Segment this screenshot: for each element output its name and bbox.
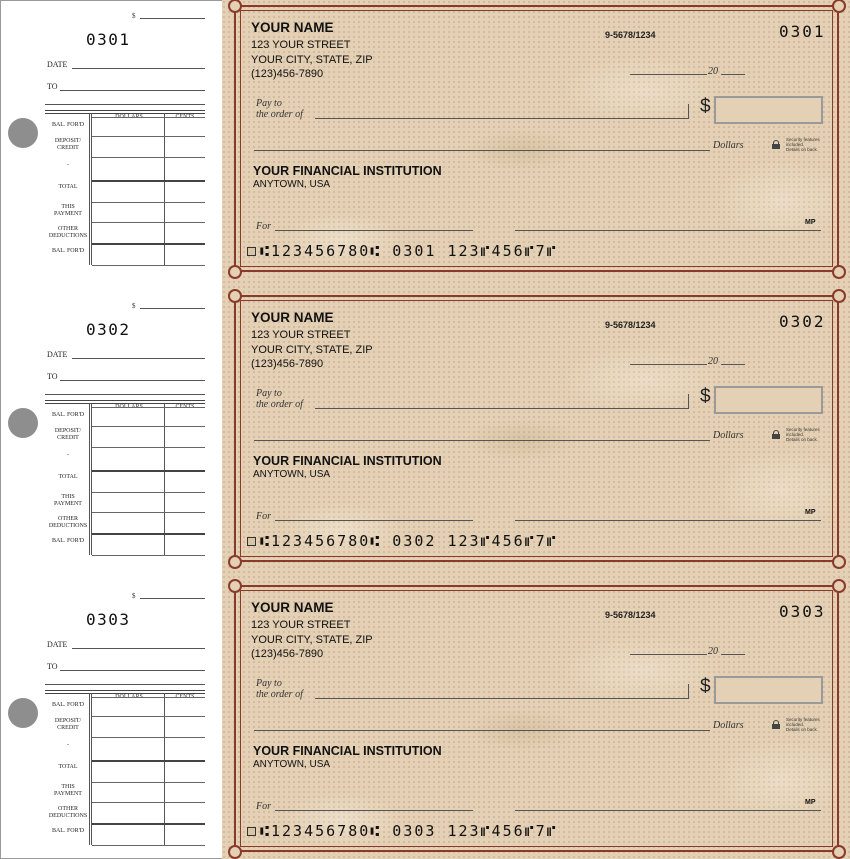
payee-line[interactable] (315, 408, 688, 409)
amount-box[interactable] (714, 386, 823, 414)
corner-ornament (832, 555, 846, 569)
account-street: 123 YOUR STREET (251, 619, 351, 631)
stub-memo-line[interactable] (45, 104, 205, 105)
corner-ornament (228, 845, 242, 859)
dollars-label: Dollars (713, 430, 744, 441)
stub-check-number: 0301 (86, 30, 131, 49)
stub-memo-line[interactable] (45, 394, 205, 395)
ledger-rule (92, 117, 205, 118)
payee-line-end (688, 394, 689, 409)
date-line[interactable] (630, 74, 707, 75)
memo-line[interactable] (275, 520, 473, 521)
stub-to-line[interactable] (60, 670, 205, 671)
check-stub (0, 290, 222, 580)
micr-text: ⑆123456780⑆ 0302 123⑈456⑈7⑈ (260, 532, 558, 550)
ledger-rule (92, 157, 205, 158)
pay-to-label: Pay to the order of (256, 98, 303, 120)
dollar-sign: $ (700, 96, 711, 117)
ledger-cents-header: CENTS (175, 404, 195, 410)
ledger-rule (92, 782, 205, 783)
ledger-row-label: BAL. FOR'D (51, 538, 85, 544)
corner-ornament (228, 265, 242, 279)
memo-label: For (256, 511, 271, 522)
ledger-rule (92, 737, 205, 738)
ledger-row-label: THIS PAYMENT (54, 204, 82, 217)
payee-line-end (688, 104, 689, 119)
ledger-dollars-header: DOLLARS (115, 404, 143, 410)
corner-ornament (832, 289, 846, 303)
micr-start-icon (247, 537, 256, 546)
padlock-icon (772, 140, 780, 149)
mp-security-mark: MP (805, 799, 816, 806)
corner-ornament (832, 265, 846, 279)
account-street: 123 YOUR STREET (251, 329, 351, 341)
ledger-row-label: THIS PAYMENT (54, 494, 82, 507)
ledger-rule (92, 202, 205, 203)
pay-to-label: Pay to the order of (256, 388, 303, 410)
ledger-cents-header: CENTS (175, 114, 195, 120)
ledger-row-label: BAL. FOR'D (51, 702, 85, 708)
ledger-row-label: BAL. FOR'D (51, 412, 85, 418)
ledger-rule (92, 136, 205, 137)
ledger-rule (92, 222, 205, 223)
ledger-rule (92, 265, 205, 266)
written-amount-line[interactable] (254, 730, 710, 731)
ledger-row-label: OTHER DEDUCTIONS (48, 226, 88, 239)
written-amount-line[interactable] (254, 150, 710, 151)
routing-fraction: 9-5678/1234 (605, 30, 656, 40)
account-city: YOUR CITY, STATE, ZIP (251, 54, 373, 66)
account-city: YOUR CITY, STATE, ZIP (251, 634, 373, 646)
account-city: YOUR CITY, STATE, ZIP (251, 344, 373, 356)
date-line[interactable] (630, 654, 707, 655)
ledger-rule (92, 716, 205, 717)
ledger-row-label: - (67, 162, 69, 168)
check (222, 580, 850, 859)
account-phone: (123)456-7890 (251, 68, 324, 80)
ledger-rule (92, 697, 205, 698)
signature-line[interactable] (515, 230, 821, 231)
binder-hole (8, 698, 38, 728)
amount-box[interactable] (714, 96, 823, 124)
signature-line[interactable] (515, 520, 821, 521)
corner-ornament (832, 845, 846, 859)
account-phone: (123)456-7890 (251, 358, 324, 370)
ledger-cents-header: CENTS (175, 694, 195, 700)
ledger-top-rule (45, 690, 205, 691)
ledger-rule (92, 555, 205, 556)
dollars-label: Dollars (713, 140, 744, 151)
stub-to-label: TO (47, 82, 58, 91)
corner-ornament (228, 579, 242, 593)
padlock-icon (772, 430, 780, 439)
ledger-dollars-header: DOLLARS (115, 114, 143, 120)
security-note: Security features included. Details on back. (786, 137, 820, 152)
stub-date-line[interactable] (72, 648, 205, 649)
security-note: Security features included. Details on back. (786, 717, 820, 732)
ledger-rule (92, 760, 205, 762)
check-number: 0302 (779, 312, 826, 331)
ledger-row-label: BAL. FOR'D (51, 828, 85, 834)
ledger-row-label: - (67, 452, 69, 458)
corner-ornament (832, 0, 846, 13)
memo-line[interactable] (275, 230, 473, 231)
ledger-rule (92, 447, 205, 448)
corner-ornament (832, 579, 846, 593)
date-year-prefix: 20 (708, 356, 718, 367)
padlock-icon (772, 720, 780, 729)
ledger-row-label: - (67, 742, 69, 748)
stub-dollar-sign: $ (132, 592, 136, 600)
check (222, 290, 850, 580)
date-year-line[interactable] (721, 654, 745, 655)
stub-date-line[interactable] (72, 358, 205, 359)
stub-to-line[interactable] (60, 90, 205, 91)
stub-check-number: 0303 (86, 610, 131, 629)
check-stub (0, 580, 222, 859)
micr-line (247, 242, 558, 260)
memo-line[interactable] (275, 810, 473, 811)
payee-line[interactable] (315, 118, 688, 119)
ledger-row-label: DEPOSIT/ CREDIT (54, 718, 82, 731)
ledger-row-label: BAL. FOR'D (51, 122, 85, 128)
bank-city: ANYTOWN, USA (253, 179, 331, 190)
mp-security-mark: MP (805, 509, 816, 516)
payee-line-end (688, 684, 689, 699)
ledger-top-rule (45, 110, 205, 111)
ledger-rule (92, 492, 205, 493)
ledger-rule (92, 802, 205, 803)
account-phone: (123)456-7890 (251, 648, 324, 660)
ledger-rule (92, 407, 205, 408)
ledger-rule (92, 243, 205, 245)
pay-to-label: Pay to the order of (256, 678, 303, 700)
signature-line[interactable] (515, 810, 821, 811)
stub-memo-line[interactable] (45, 684, 205, 685)
ledger-rule (92, 470, 205, 472)
check-number: 0301 (779, 22, 826, 41)
stub-to-line[interactable] (60, 380, 205, 381)
stub-date-label: DATE (47, 640, 68, 649)
ledger-top-rule (45, 400, 205, 401)
security-note: Security features included. Details on back. (786, 427, 820, 442)
account-holder-name: YOUR NAME (251, 310, 334, 325)
micr-text: ⑆123456780⑆ 0303 123⑈456⑈7⑈ (260, 822, 558, 840)
bank-city: ANYTOWN, USA (253, 759, 331, 770)
ledger-row-label: DEPOSIT/ CREDIT (54, 428, 82, 441)
ledger-dollars-header: DOLLARS (115, 694, 143, 700)
binder-hole (8, 118, 38, 148)
stub-date-label: DATE (47, 60, 68, 69)
dollar-sign: $ (700, 386, 711, 407)
bank-city: ANYTOWN, USA (253, 469, 331, 480)
amount-box[interactable] (714, 676, 823, 704)
micr-line (247, 822, 558, 840)
ledger-row-label: DEPOSIT/ CREDIT (54, 138, 82, 151)
bank-name: YOUR FINANCIAL INSTITUTION (253, 744, 442, 758)
ledger-rule (92, 426, 205, 427)
ledger-row-label: OTHER DEDUCTIONS (48, 806, 88, 819)
check (222, 0, 850, 290)
check-number: 0303 (779, 602, 826, 621)
stub-ledger (45, 690, 205, 845)
written-amount-line[interactable] (254, 440, 710, 441)
ledger-rule (92, 512, 205, 513)
bank-name: YOUR FINANCIAL INSTITUTION (253, 454, 442, 468)
ledger-rule (92, 845, 205, 846)
account-street: 123 YOUR STREET (251, 39, 351, 51)
date-line[interactable] (630, 364, 707, 365)
stub-ledger (45, 400, 205, 555)
stub-date-line[interactable] (72, 68, 205, 69)
stub-amount-line[interactable] (140, 598, 205, 599)
ledger-row-label: OTHER DEDUCTIONS (48, 516, 88, 529)
ledger-row-label: TOTAL (58, 764, 78, 770)
ledger-row-label: TOTAL (58, 474, 78, 480)
date-year-prefix: 20 (708, 646, 718, 657)
micr-text: ⑆123456780⑆ 0301 123⑈456⑈7⑈ (260, 242, 558, 260)
routing-fraction: 9-5678/1234 (605, 320, 656, 330)
binder-hole (8, 408, 38, 438)
ledger-row-label: THIS PAYMENT (54, 784, 82, 797)
stub-amount-line[interactable] (140, 18, 205, 19)
payee-line[interactable] (315, 698, 688, 699)
stub-dollar-sign: $ (132, 302, 136, 310)
stub-date-label: DATE (47, 350, 68, 359)
date-year-prefix: 20 (708, 66, 718, 77)
mp-security-mark: MP (805, 219, 816, 226)
micr-start-icon (247, 247, 256, 256)
ledger-rule (92, 823, 205, 825)
ledger-rule (92, 533, 205, 535)
dollars-label: Dollars (713, 720, 744, 731)
micr-start-icon (247, 827, 256, 836)
stub-ledger (45, 110, 205, 265)
dollar-sign: $ (700, 676, 711, 697)
memo-label: For (256, 221, 271, 232)
account-holder-name: YOUR NAME (251, 20, 334, 35)
corner-ornament (228, 555, 242, 569)
ledger-rule (92, 180, 205, 182)
check-stub (0, 0, 222, 290)
account-holder-name: YOUR NAME (251, 600, 334, 615)
corner-ornament (228, 289, 242, 303)
stub-amount-line[interactable] (140, 308, 205, 309)
bank-name: YOUR FINANCIAL INSTITUTION (253, 164, 442, 178)
memo-label: For (256, 801, 271, 812)
stub-dollar-sign: $ (132, 12, 136, 20)
date-year-line[interactable] (721, 364, 745, 365)
ledger-row-label: TOTAL (58, 184, 78, 190)
micr-line (247, 532, 558, 550)
ledger-row-label: BAL. FOR'D (51, 248, 85, 254)
stub-check-number: 0302 (86, 320, 131, 339)
stub-to-label: TO (47, 662, 58, 671)
stub-to-label: TO (47, 372, 58, 381)
date-year-line[interactable] (721, 74, 745, 75)
routing-fraction: 9-5678/1234 (605, 610, 656, 620)
